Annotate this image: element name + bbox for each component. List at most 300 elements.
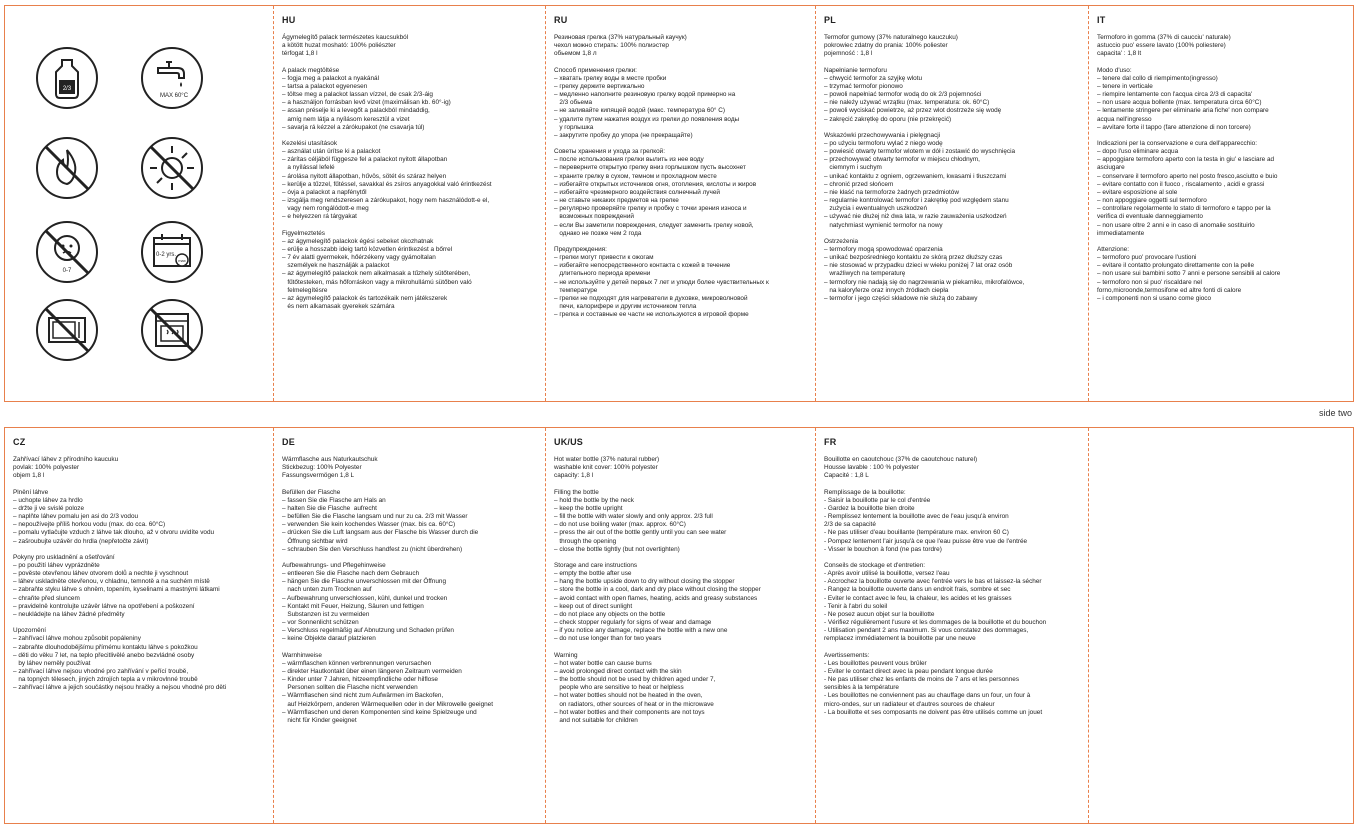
text-line: – nie stosować w przypadku dzieci w wieku poniżej 7 lat oraz osób <box>824 262 1013 270</box>
section-hu <box>273 6 543 401</box>
line-gap <box>1097 238 1345 246</box>
line-gap <box>824 58 1077 66</box>
text-line: Ágymelegítő palack természetes kaucsukból <box>282 34 409 41</box>
text-line: people who are sensitive to heat or helpless <box>554 684 684 692</box>
text-line: by láhev neměly používat <box>13 659 91 667</box>
section-lines <box>282 34 535 311</box>
text-line: – unikać bezpośredniego kontaktu ze skórą przez dłuższy czas <box>824 254 1003 262</box>
text-line: Figyelmeztetés <box>282 229 325 237</box>
side-label: side two <box>1318 408 1352 418</box>
section-ru <box>545 6 813 401</box>
text-line: – Kinder unter 7 Jahren, hitzeempfindliche oder hilflose <box>282 676 438 684</box>
text-line: – držte ji ve svislé poloze <box>13 504 85 512</box>
line-gap <box>1097 58 1345 66</box>
text-line: – powiesić otwarty termofor wlotem w dół i zostawić do wyschnięcia <box>824 148 1016 156</box>
text-line: Öffnung sichtbar wird <box>282 537 348 545</box>
text-line: – zahřívací láhve a jejich součástky nejsou hračky a nejsou vhodné pro děti <box>13 684 227 692</box>
text-line: – не заливайте кипящей водой (макс. температура 60° C) <box>554 107 726 115</box>
text-line: - La bouillotte et ses composants ne doivent pas être utilisés comme un jouet <box>824 708 1043 716</box>
text-line: Avertissements: <box>824 651 870 659</box>
section-lines <box>554 34 805 319</box>
text-line: - Rangez la bouillotte ouverte dans un endroit frais, sombre et sec <box>824 586 1011 594</box>
text-line: - Gardez la bouillotte bien droite <box>824 504 915 512</box>
line-gap <box>824 230 1077 238</box>
text-line: – грелку держите вертикально <box>554 82 645 90</box>
text-line: – befüllen Sie die Flasche langsam und nur zu ca. 2/3 mit Wasser <box>282 513 468 521</box>
section-it <box>1088 6 1353 401</box>
text-line: – termoforo non si puo' riscaldare nel <box>1097 278 1202 286</box>
text-line: – грелка и составные ее части не используются в игровой форме <box>554 311 749 319</box>
text-line: washable knit cover: 100% polyester <box>554 464 658 472</box>
text-line: – przechowywać otwarty termofor w miejscu chłodnym, <box>824 156 980 164</box>
line-gap <box>554 480 805 488</box>
text-line: – fogja meg a palackot a nyakánál <box>282 74 379 82</box>
text-line: возможных повреждений <box>554 213 634 221</box>
text-line: na topných tělesech, jiných zdrojích tepla a v mikrovlnné troubě <box>13 676 198 684</box>
text-line: температуре <box>554 286 598 294</box>
text-line: 2/3 обьема <box>554 99 593 107</box>
text-line: чехол можно стирать: 100% полиэстер <box>554 42 669 50</box>
text-line: – po použití láhev vyprázdněte <box>13 562 100 569</box>
text-line: – fill the bottle with water slowly and only approx. 2/3 full <box>554 513 713 521</box>
text-line: – termofor i jego części składowe nie służą do zabawy <box>824 294 978 302</box>
text-line: sensibles à la température <box>824 684 899 692</box>
text-line: - Accrochez la bouillotte ouverte avec l'entrée vers le bas et laissez-la sécher <box>824 578 1042 586</box>
text-line: és nem alkamasak gyerekek számára <box>282 303 395 311</box>
text-line: asciugare <box>1097 164 1125 172</box>
text-line: – tenere in verticale <box>1097 82 1153 90</box>
section-title: UK/US <box>554 437 584 447</box>
text-line: - Utilisation pendant 2 ans maximum. Si vous constatez des dommages, <box>824 627 1029 635</box>
text-line: - Ne pas utiliser d'eau bouillante (température max. environ 60 C) <box>824 529 1009 537</box>
text-line: – hold the bottle by the neck <box>554 496 634 504</box>
line-gap <box>13 480 265 488</box>
text-line: – после использования грелки вылить из нее воду <box>554 156 704 164</box>
line-gap <box>282 554 537 562</box>
text-line: immediatamente <box>1097 229 1145 237</box>
text-line: Remplissage de la bouillotte: <box>824 488 906 496</box>
text-line: – avoid prolonged direct contact with the skin <box>554 668 682 676</box>
text-line: Plnění láhve <box>13 488 49 496</box>
text-line: - Tenir à l'abri du soleil <box>824 602 888 610</box>
line-gap <box>282 480 537 488</box>
section-title: HU <box>282 15 296 25</box>
section-lines <box>13 456 265 692</box>
text-line: auf Heizkörpern, anderen Wärmequellen oder in der Mikrowelle geeignet <box>282 700 494 708</box>
text-line: – хватать грелку воды в месте пробки <box>554 74 667 82</box>
text-line: – Wärmflaschen und deren Komponenten sind keine Spielzeuge und <box>282 708 477 716</box>
text-line: through the opening <box>554 537 617 545</box>
text-line: – powoli wyciskać powietrze, aż przez wlot dostrzeże się wodę <box>824 107 1002 115</box>
text-line: – keep out of direct sunlight <box>554 602 633 610</box>
text-line: and not suitable for children <box>554 716 638 724</box>
text-line: povlak: 100% polyester <box>13 464 80 472</box>
line-gap <box>282 644 537 652</box>
age-years-label: 0-2 yrs. <box>155 252 177 258</box>
text-line: pojemność : 1,8 l <box>824 50 873 58</box>
text-line: Stickbezug: 100% Polyester <box>282 464 362 472</box>
text-line: – evitare esposizione al sole <box>1097 188 1178 196</box>
text-line: – keine Objekte darauf platzieren <box>282 635 376 643</box>
text-line: - Après avoir utilisé la bouillotte, versez l'eau <box>824 570 950 578</box>
text-line: wrażliwych na temperaturę <box>824 270 906 278</box>
text-line: – vor Sonnenlicht schützen <box>282 619 359 627</box>
max-temperature-label: MAX 60°C <box>159 93 189 99</box>
section-title: PL <box>824 15 836 25</box>
text-line: – chwycić termofor za szyjkę wlotu <box>824 74 923 82</box>
text-line: – powoli napełniać termofor wodą do ok 2/3 pojemności <box>824 91 982 99</box>
text-line: – if you notice any damage, replace the bottle with a new one <box>554 627 728 635</box>
text-line: – lentamente stringere per eliminarie aria fiche' non compare <box>1097 107 1269 115</box>
no-microwave-icon <box>35 298 99 362</box>
text-line: Capacité : 1,8 L <box>824 472 869 480</box>
text-line: – грелки могут привести к ожогам <box>554 254 654 262</box>
line-gap <box>824 480 1080 488</box>
text-line: – регулярно проверяйте грелку и пробку с точки зрения износа и <box>554 205 747 213</box>
text-line: térfogat 1,8 l <box>282 50 318 58</box>
text-line: astuccio puo' essere lavato (100% poliestere) <box>1097 42 1226 50</box>
text-line: – nie kłaść na termoforze żadnych przedmiotów <box>824 188 959 196</box>
text-line: Housse lavable : 100 % polyester <box>824 464 919 472</box>
text-line: - Les bouillottes ne conviennent pas au chauffage dans un four, un four à <box>824 692 1031 700</box>
pictogram-column <box>5 6 271 401</box>
text-line: Способ применения грелки: <box>554 66 637 74</box>
text-line: – a használjon forrásban levő vizet (maximálisan kb. 60°-ig) <box>282 99 451 107</box>
text-line: – Aufbewahrung unverschlossen, kühl, dunkel und trocken <box>282 594 448 602</box>
text-line: – non usare acqua bollente (max. temperatura circa 60°C) <box>1097 99 1262 107</box>
text-line: – avvitare forte il tappo (fare attenzione di non torcere) <box>1097 123 1251 131</box>
line-gap <box>554 238 805 246</box>
text-line: – direkter Hautkontakt über einen längeren Zeitraum vermeiden <box>282 668 462 676</box>
text-line: – non usare oltre 2 anni e in caso di anomalie sostituirlo <box>1097 221 1255 229</box>
text-line: – храните грелку в сухом, темном и прохладном месте <box>554 172 717 180</box>
line-gap <box>282 222 535 230</box>
text-line: Personen sollten die Flasche nicht verwenden <box>282 684 418 692</box>
text-line: – drücken Sie die Luft langsam aus der Flasche bis Wasser durch die <box>282 529 479 537</box>
text-line: – zabraňte styku láhve s ohněm, topením, kyselinami a mastnými látkami <box>13 586 220 594</box>
text-line: felmelegítésre <box>282 286 328 294</box>
text-line: – Verschluss regelmäßig auf Abnutzung und Schaden prüfen <box>282 627 454 635</box>
text-line: - Saisir la bouillotte par le col d'entrée <box>824 496 931 504</box>
text-line: – избегайте непосредственного контакта с кожей в течение <box>554 262 731 270</box>
text-line: – i componenti non si usano come gioco <box>1097 294 1212 302</box>
text-line: – keep the bottle upright <box>554 504 623 512</box>
age-0-2-years-icon <box>140 220 204 284</box>
text-line: Warnhinweise <box>282 651 322 659</box>
text-line: A palack megtöltése <box>282 66 340 74</box>
child-age-label: 0-7 <box>62 268 72 274</box>
text-line: – Wärmflaschen sind nicht zum Aufwärmen im Backofen, <box>282 692 444 700</box>
text-line: na kaloryferze oraz innych źródłach ciepła <box>824 286 949 294</box>
text-line: – az ágymelegítő palackok és tartozékaik nem játékszerek <box>282 294 448 302</box>
text-line: – assan préselje ki a levegőt a palackból mindaddig, <box>282 107 430 115</box>
text-line: – hot water bottles and their components are not toys <box>554 708 705 716</box>
text-line: – переверните открытую грелку вниз горлышком пусть высохнет <box>554 164 746 172</box>
line-gap <box>282 132 535 140</box>
text-line: a nyílással lefelé <box>282 164 335 172</box>
text-line: – pomalu vytlačujte vzduch z láhve tak dlouho, až v otvoru uvidíte vodu <box>13 529 215 537</box>
text-line: – děti do věku 7 let, na teplo přecitlivělé anebo bezvládné osoby <box>13 651 195 659</box>
text-line: – savarja rá kézzel a zárókupakot (ne csavarja túl) <box>282 123 425 131</box>
text-line: Conseils de stockage et d'entretien: <box>824 562 926 569</box>
section-lines <box>824 456 1080 717</box>
text-line: – schrauben Sie den Verschluss handfest zu (nicht überdrehen) <box>282 545 463 553</box>
text-line: – chronić przed słońcem <box>824 180 894 188</box>
no-children-icon <box>35 220 99 284</box>
text-line: natychmiast wymienić termofor na nowy <box>824 221 943 229</box>
text-line: – do not use boiling water (max. approx. 60°C) <box>554 521 686 529</box>
no-sun-icon <box>140 136 204 200</box>
line-gap <box>554 58 805 66</box>
text-line: – po użyciu termoforu wylać z niego wodę <box>824 140 943 147</box>
text-line: fűtőtesteken, más hőforráskon vagy a mikrohullámú sütőben való <box>282 278 472 286</box>
section-title: FR <box>824 437 837 447</box>
text-line: Hot water bottle (37% natural rubber) <box>554 456 660 463</box>
text-line: – evitare contatto con il fuoco , riscalamento , acidi e grassi <box>1097 180 1265 188</box>
text-line: – kerülje a tűzzel, fűtéssel, savakkal és zsíros anyagokkal való érintkezést <box>282 180 492 188</box>
text-line: pokrowiec zdatny do prania: 100% poliester <box>824 42 948 50</box>
text-line: – hot water bottles should not be heated in the oven, <box>554 692 703 700</box>
text-line: длительного периода времени <box>554 270 651 278</box>
text-line: Советы хранения и ухода за грелкой: <box>554 148 665 156</box>
text-line: Warning <box>554 651 578 659</box>
text-line: Modo d'uso: <box>1097 66 1132 74</box>
line-gap <box>824 554 1080 562</box>
text-line: - Remplissez lentement la bouillotte avec de l'eau jusqu'à environ <box>824 513 1009 521</box>
text-line: – fassen Sie die Flasche am Hals an <box>282 496 386 504</box>
text-line: – halten Sie die Flasche aufrecht <box>282 504 377 512</box>
text-line: – termofory mogą spowodować oparzenia <box>824 246 943 254</box>
text-line: - Vérifiez régulièrement l'usure et les dommages de la bouillotte et du bouchon <box>824 619 1047 627</box>
text-line: objem 1,8 l <box>13 472 45 480</box>
text-line: – press the air out of the bottle gently until you can see water <box>554 529 727 537</box>
text-line: Storage and care instructions <box>554 562 638 569</box>
text-line: – termoforo puo' provocare l'ustioni <box>1097 254 1197 262</box>
text-line: Attenzione: <box>1097 246 1129 254</box>
text-line: – non usare sui bambini sotto 7 anni e persone sensibili al calore <box>1097 270 1281 278</box>
text-line: – Kontakt mit Feuer, Heizung, Säuren und fettigen <box>282 602 424 610</box>
section-uk <box>545 428 813 823</box>
text-line: – uchopte láhev za hrdlo <box>13 496 83 504</box>
text-line: Termofor gumowy (37% naturalnego kauczuku) <box>824 34 958 41</box>
text-line: – zárítas céljából függesze fel a palackot nyitott állapotban <box>282 156 448 164</box>
text-line: – appoggiare termoforo aperto con la testa in giu' e lasciare ad <box>1097 156 1275 164</box>
text-line: – controllare regolarmente lo stato di termoforo e tappo per la <box>1097 205 1271 213</box>
text-line: – hang the bottle upside down to dry without closing the stopper <box>554 578 735 586</box>
section-title: RU <box>554 15 568 25</box>
section-de <box>273 428 545 823</box>
text-line: – conservare il termoforo aperto nel posto fresco,asciutto e buio <box>1097 172 1278 180</box>
text-line: – riempire lentamente con l'acqua circa 2/3 di capacita' <box>1097 91 1253 99</box>
text-line: nicht für Kinder geeignet <box>282 716 357 724</box>
text-line: - Les bouillottes peuvent vous brûler <box>824 659 927 667</box>
text-line: Befüllen der Flasche <box>282 488 341 496</box>
text-line: – если Вы заметили повреждения, следует заменить грелку новой, <box>554 221 754 229</box>
text-line: – грелки не подходят для нагреватели в духовке, микроволновой <box>554 294 748 302</box>
line-gap <box>554 644 805 652</box>
text-line: Aufbewahrungs- und Pflegehinweise <box>282 562 386 569</box>
text-line: – regularnie kontrolować termofor i zakrętkę pod względem stanu <box>824 197 1009 205</box>
no-fire-icon <box>35 136 99 200</box>
text-line: on radiators, other sources of heat or in the microwave <box>554 700 714 708</box>
line-gap <box>13 619 265 627</box>
text-line: – hot water bottle can cause burns <box>554 659 652 667</box>
section-cz <box>5 428 273 823</box>
line-gap <box>13 546 265 554</box>
text-line: - Eviter le contact direct avec la peau pendant longue durée <box>824 668 993 676</box>
text-line: a kötött huzat mosható: 100% poliészter <box>282 42 396 50</box>
text-line: Filling the bottle <box>554 488 599 496</box>
text-line: – zahřívací láhve mohou způsobit popáleniny <box>13 635 141 643</box>
text-line: – árolása nyitott állapotban, hűvös, sötét és száraz helyen <box>282 172 447 180</box>
section-title: IT <box>1097 15 1106 25</box>
text-line: Резиновая грелка (37% натуральный каучук) <box>554 34 687 41</box>
text-line: – láhev uskladněte otevřenou, v chladnu, temnotě a na suchém místě <box>13 578 210 586</box>
section-title: DE <box>282 437 295 447</box>
text-line: однако не позже чем 2 года <box>554 229 642 237</box>
text-line: – wärmflaschen können verbrennungen verursachen <box>282 659 432 667</box>
section-lines <box>282 456 537 725</box>
section-lines <box>554 456 805 725</box>
text-line: – avoid contact with open flames, heating, acids and greasy substances <box>554 594 758 602</box>
text-line: ciemnym i suchym <box>824 164 882 172</box>
no-oven-icon <box>140 298 204 362</box>
text-line: - Ne pas utiliser chez les enfants de moins de 7 ans et les personnes <box>824 676 1020 684</box>
text-line: – non appoggiare oggetti sul termoforo <box>1097 197 1207 205</box>
side-one-panel <box>4 5 1354 402</box>
text-line: – check stopper regularly for signs of wear and damage <box>554 619 712 627</box>
text-line: Wärmflasche aus Naturkautschuk <box>282 456 378 463</box>
text-line: – не ставьте никаких предметов на грелке <box>554 197 679 205</box>
text-line: – the bottle should not be used by children aged under 7, <box>554 676 716 684</box>
fill-level-label: 2/3 <box>62 86 72 92</box>
text-line: vagy nem rongálódott-e meg <box>282 205 369 213</box>
line-gap <box>554 140 805 148</box>
text-line: amíg nem látja a nyílásom keresztül a vizet <box>282 115 410 123</box>
text-line: – termofory nie nadają się do nagrzewania w piekarniku, mikrofalówce, <box>824 278 1025 286</box>
text-line: – asználat után ürítse ki a palackot <box>282 148 381 156</box>
text-line: – не используйте у детей первых 7 лет и улюди более чувствительных к <box>554 278 769 286</box>
text-line: Pokyny pro uskladnění a ošetřování <box>13 553 115 561</box>
text-line: – zašroubujte uzávěr do hrdla (nepřetočte závit) <box>13 537 149 545</box>
text-line: Ostrzeżenia <box>824 237 859 245</box>
text-line: – nepoužívejte příliš horkou vodu (max. do cca. 60°C) <box>13 521 166 529</box>
line-gap <box>824 644 1080 652</box>
text-line: – naplňte láhev pomalu jen asi do 2/3 vodou <box>13 513 139 521</box>
text-line: – tenere dal collo di riempimento(ingresso) <box>1097 74 1218 82</box>
text-line: Upozornění <box>13 627 47 635</box>
text-line: zużycia i ewentualnych uszkodzeń <box>824 205 928 213</box>
empty-column <box>1088 428 1353 823</box>
text-line: – evitare il contatto prolungato direttamente con la pelle <box>1097 262 1255 270</box>
text-line: személyek ne használják a palackot <box>282 262 390 270</box>
text-line: - Ne posez aucun objet sur la bouillotte <box>824 610 935 618</box>
text-line: capacity: 1,8 l <box>554 472 594 480</box>
text-line: – zabraňte dlouhodobějšímu přímému kontaktu láhve s pokožkou <box>13 643 198 651</box>
section-lines <box>1097 34 1345 303</box>
text-line: – chraňte před sluncem <box>13 594 80 602</box>
text-line: – pravidelně kontrolujte uzávěr láhve na opotřebení a poškození <box>13 602 195 610</box>
text-line: – zakręcić zakrętkę do oporu (nie przekręcić) <box>824 115 952 123</box>
text-line: capacita' : 1,8 lt <box>1097 50 1142 58</box>
age-max-label: max <box>178 258 186 263</box>
text-line: – töltse meg a palackot lassan vízzel, de csak 2/3-áig <box>282 91 433 99</box>
text-line: – używać nie dłużej niż dwa lata, w razie zauważenia uszkodzeń <box>824 213 1007 221</box>
hot-water-bottle-fill-icon <box>35 46 99 110</box>
text-line: – erülje a hosszabb ideig tartó közvetlen érintkezést a bőrrel <box>282 246 453 254</box>
line-gap <box>554 554 805 562</box>
text-line: verifica di eventuale danneggiamento <box>1097 213 1203 221</box>
text-line: Fassungsvermögen 1,8 L <box>282 472 355 480</box>
text-line: – close the bottle tightly (but not overtighten) <box>554 545 680 553</box>
text-line: – удалите путем нажатия воздух из грелки до появления воды <box>554 115 740 123</box>
line-gap <box>824 124 1077 132</box>
text-line: – pověste otevřenou láhev otvorem dolů a nechte ji vyschnout <box>13 570 189 578</box>
text-line: – 7 év alatti gyermekek, hőérzékeny vagy gyámoltalan <box>282 254 436 262</box>
text-line: forno,microonde,termosifone ed altre fonti di calore <box>1097 286 1242 294</box>
text-line: acqua nell'ingresso <box>1097 115 1152 123</box>
text-line: – verwenden Sie kein kochendes Wasser (max. bis ca. 60°C) <box>282 521 456 529</box>
text-line: – entleeren Sie die Flasche nach dem Gebrauch <box>282 570 420 578</box>
text-line: Zahřívací láhev z přírodního kaucuku <box>13 456 119 463</box>
text-line: – медленно наполните резиновую грелку водой примерно на <box>554 91 736 99</box>
section-title: CZ <box>13 437 26 447</box>
text-line: 2/3 de sa capacité <box>824 521 876 529</box>
text-line: - Pompez lentement l'air jusqu'à ce que l'eau puisse être vue de l'entrée <box>824 537 1028 545</box>
text-line: – избегайте открытых источников огня, отопления, кислоты и жиров <box>554 180 757 188</box>
text-line: Indicazioni per la conservazione e cura dell'apparecchio: <box>1097 140 1258 147</box>
faucet-max-60c-icon <box>140 46 204 110</box>
text-line: у горлышка <box>554 123 594 131</box>
text-line: Napełnianie termoforu <box>824 66 887 74</box>
text-line: – neukládejte na láhev žádné předměty <box>13 610 125 618</box>
text-line: – az ágymelegítő palackok nem alkalmasak a tűzhely sütőterében, <box>282 270 471 278</box>
text-line: – az ágymelegítő palackok égési sebeket okozhatnak <box>282 237 434 245</box>
text-line: Kezelési utasítások <box>282 140 338 147</box>
section-fr <box>815 428 1088 823</box>
text-line: обьемом 1,8 л <box>554 50 597 58</box>
text-line: – zahřívací láhve nejsou vhodné pro zahřívání v peřící troubě, <box>13 668 189 676</box>
text-line: – store the bottle in a cool, dark and dry place without closing the stopper <box>554 586 761 594</box>
text-line: – dopo l'uso eliminare acqua <box>1097 148 1179 156</box>
text-line: – do not use longer than for two years <box>554 635 662 643</box>
text-line: – nie należy używać wrzątku (max. temperatura: ok. 60°C) <box>824 99 990 107</box>
text-line: Termoforo in gomma (37% di caucciu' naturale) <box>1097 34 1231 41</box>
text-line: – óvja a palackot a napfénytől <box>282 188 367 196</box>
text-line: – trzymać termofor pionowo <box>824 82 903 90</box>
text-line: печи, калорифере и другим источником тепла <box>554 303 697 311</box>
text-line: – избегайте чрезмерного воздействия солнечный лучей <box>554 188 720 196</box>
text-line: – e helyezzen rá tárgyakat <box>282 213 357 221</box>
text-line: Bouillotte en caoutchouc (37% de caoutchouc naturel) <box>824 456 978 463</box>
text-line: micro-ondes, sur un radiateur et d'autres sources de chaleur <box>824 700 995 708</box>
section-pl <box>815 6 1085 401</box>
text-line: – закрутите пробку до упора (не прекращайте) <box>554 131 693 139</box>
line-gap <box>1097 132 1345 140</box>
text-line: Предупреждения: <box>554 246 607 254</box>
text-line: – izsgálja meg rendszeresen a zárókupakot, hogy nem használódott-e el, <box>282 197 490 205</box>
line-gap <box>282 58 535 66</box>
text-line: – hängen Sie die Flasche unverschlossen mit der Öffnung <box>282 578 447 586</box>
text-line: - Eviter le contact avec le feu, la chaleur, les acides et les graisses <box>824 594 1012 602</box>
text-line: Wskazówki przechowywania i pielęgnacji <box>824 131 941 139</box>
text-line: – empty the bottle after use <box>554 570 632 578</box>
text-line: – tartsa a palackot egyenesen <box>282 82 368 90</box>
text-line: remplacez immédiatement la bouillotte par une neuve <box>824 635 976 643</box>
side-two-panel <box>4 427 1354 824</box>
section-lines <box>824 34 1077 303</box>
text-line: Substanzen ist zu vermeiden <box>282 610 370 618</box>
